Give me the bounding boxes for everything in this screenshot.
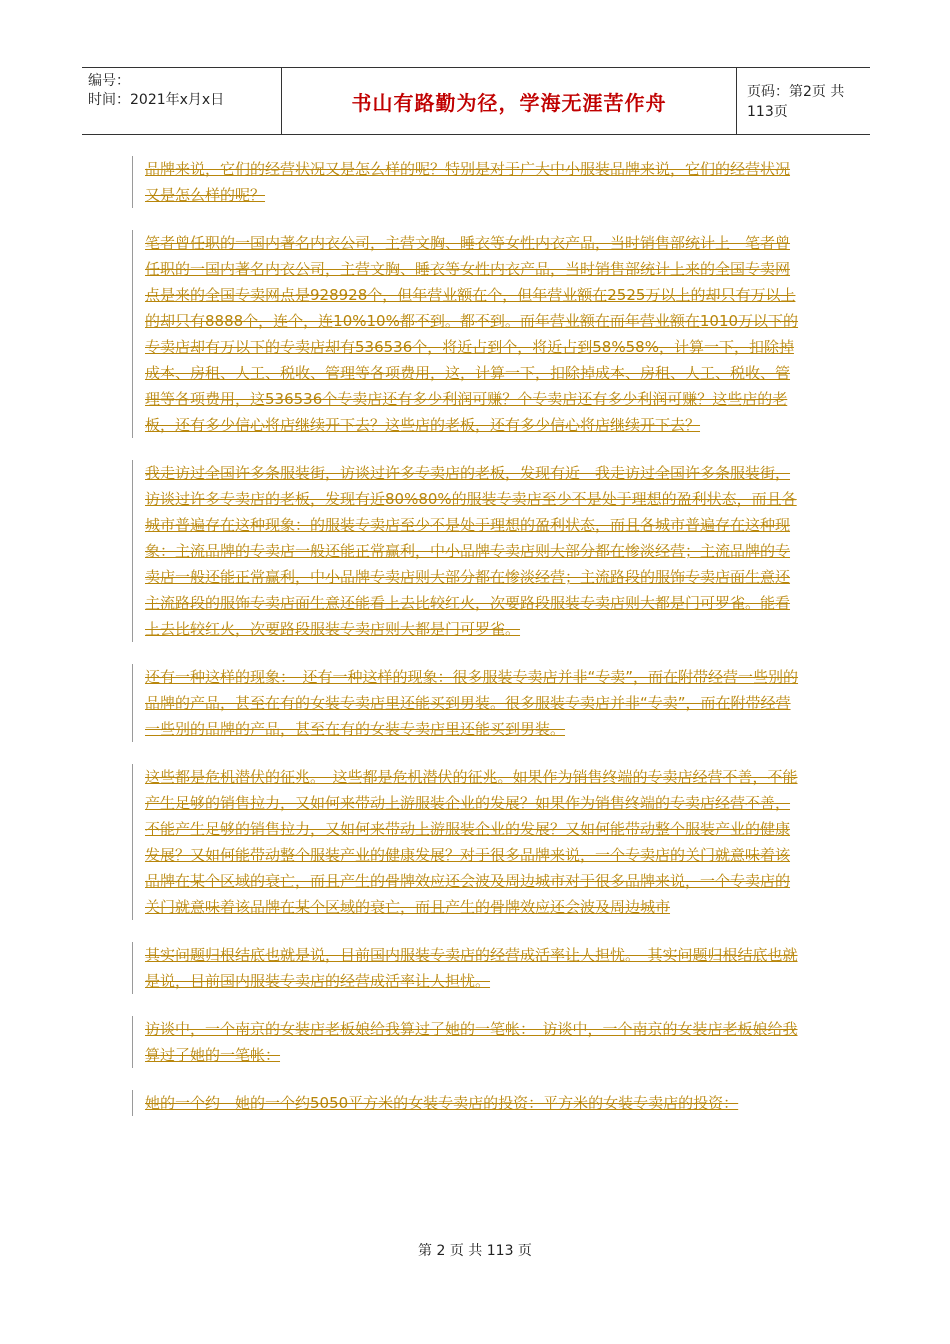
paragraph-text: 还有一种这样的现象： 还有一种这样的现象：很多服装专卖店并非“专卖”，而在附带经营一些别的品牌的产品，甚至在有的女装专卖店里还能买到男装。很多服装专卖店并非“专卖”，而在附带经营一些别的品牌的产品，甚至在有的女装专卖店里还能买到男装。 — [145, 668, 799, 738]
paragraph-text: 她的一个约 她的一个约5050平方米的女装专卖店的投资：平方米的女装专卖店的投资： — [145, 1094, 739, 1112]
page-label: 页码：第2页 共113页 — [747, 84, 845, 120]
paragraph-text: 访谈中，一个南京的女装店老板娘给我算过了她的一笔帐： 访谈中，一个南京的女装店老板娘给我算过了她的一笔帐： — [145, 1020, 798, 1064]
motto-text: 书山有路勤为径，学海无涯苦作舟 — [351, 90, 667, 115]
tracked-paragraph — [132, 1016, 802, 1068]
page-header — [82, 67, 870, 135]
time-label: 时间：2021年x月x日 — [88, 92, 225, 108]
footer-page-number: 第 2 页 共 113 页 — [418, 1243, 532, 1259]
tracked-paragraph — [132, 664, 802, 742]
paragraph-text: 这些都是危机潜伏的征兆。 这些都是危机潜伏的征兆。如果作为销售终端的专卖店经营不善，不能产生足够的销售拉力，又如何来带动上游服装企业的发展？如果作为销售终端的专卖店经营不善，不能产生足够的销售拉力，又如何来带动上游服装企业的发展？又如何能带动整个服装产业的健康发展？又如何能带动整个服装产业的健康发展？对于很多品牌来说，一个专卖店的关门就意味着该品牌在某个区域的衰亡，而且产生的骨牌效应还会波及周边城市对于很多品牌来说，一个专卖店的关门就意味着该品牌在某个区域的衰亡，而且产生的骨牌效应还会波及周边城市 — [145, 768, 798, 916]
tracked-paragraph — [132, 942, 802, 994]
paragraph-text: 其实问题归根结底也就是说，目前国内服装专卖店的经营成活率让人担忧。 其实问题归根结底也就是说，目前国内服装专卖店的经营成活率让人担忧。 — [145, 946, 798, 990]
tracked-paragraph — [132, 1090, 802, 1116]
tracked-paragraph — [132, 230, 802, 438]
number-label: 编号： — [88, 73, 130, 89]
tracked-paragraph — [132, 764, 802, 920]
paragraph-text: 我走访过全国许多条服装街，访谈过许多专卖店的老板，发现有近 我走访过全国许多条服装街，访谈过许多专卖店的老板，发现有近80%80%的服装专卖店至少不是处于理想的盈利状态，而且各城市普遍存在这种现象：的服装专卖店至少不是处于理想的盈利状态，而且各城市普遍存在这种现象：主流品牌的专卖店一般还能正常赢利，中小品牌专卖店则大部分都在惨淡经营；主流品牌的专卖店一般还能正常赢利，中小品牌专卖店则大部分都在惨淡经营；主流路段的服饰专卖店面生意还主流路段的服饰专卖店面生意还能看上去比较红火，次要路段服装专卖店则大都是门可罗雀。能看上去比较红火，次要路段服装专卖店则大都是门可罗雀。 — [145, 464, 797, 638]
paragraph-text: 笔者曾任职的一国内著名内衣公司，主营文胸、睡衣等女性内衣产品，当时销售部统计上 笔者曾任职的一国内著名内衣公司，主营文胸、睡衣等女性内衣产品，当时销售部统计上来的全国专卖网点是来的全国专卖网点是928928个，但年营业额在个，但年营业额在2525万以上的却只有万以上的却只有8888个，连个，连10%10%都不到。都不到。而年营业额在而年营业额在1010万以下的专卖店却有万以下的专卖店却有536536个，将近占到个，将近占到58%58%，计算一下，扣除掉成本、房租、人工、税收、管理等各项费用，这，计算一下，扣除掉成本、房租、人工、税收、管理等各项费用，这536536个专卖店还有多少利润可赚？个专卖店还有多少利润可赚？这些店的老板，还有多少信心将店继续开下去？这些店的老板，还有多少信心将店继续开下去？ — [145, 234, 799, 434]
header-motto-cell — [282, 68, 737, 134]
tracked-paragraph — [132, 156, 802, 208]
page-footer — [0, 1240, 950, 1260]
header-page-cell — [737, 68, 870, 134]
header-info-cell — [82, 68, 282, 134]
tracked-paragraph — [132, 460, 802, 642]
document-body — [132, 156, 802, 1138]
paragraph-text: 品牌来说，它们的经营状况又是怎么样的呢？特别是对于广大中小服装品牌来说，它们的经营状况又是怎么样的呢？ — [145, 160, 791, 204]
